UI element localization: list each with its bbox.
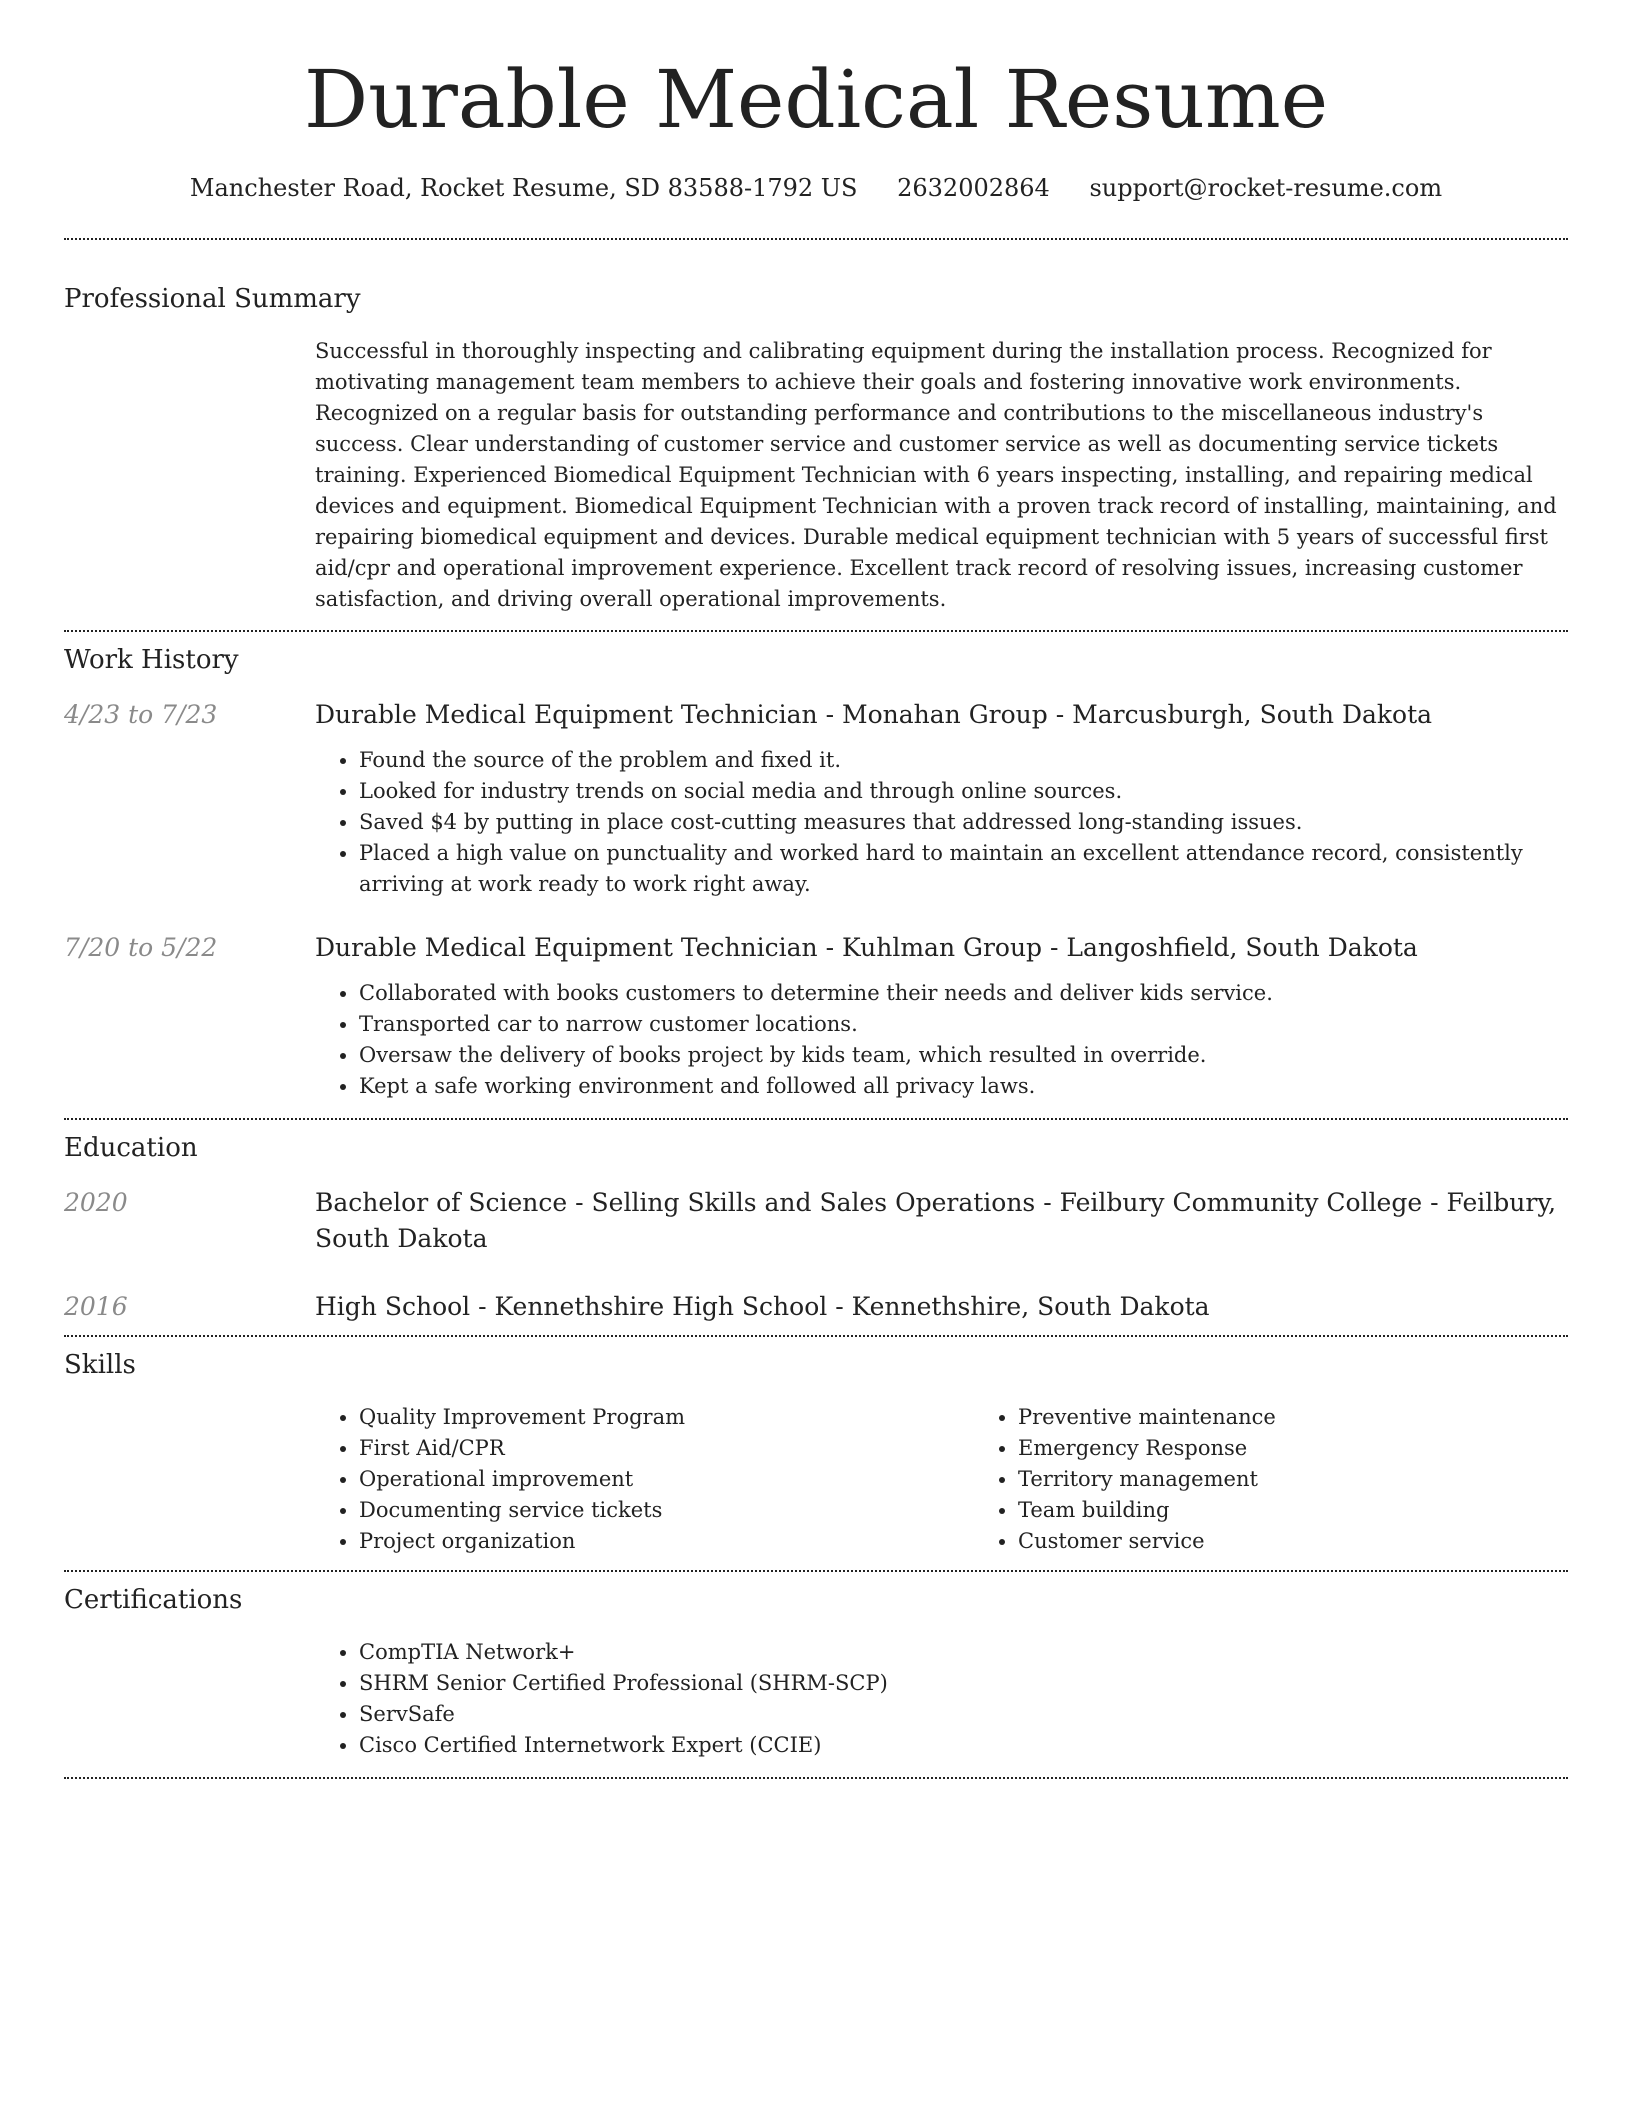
job-dates: 4/23 to 7/23 [64,700,218,729]
section-title-work-history: Work History [64,645,239,675]
list-item: • Quality Improvement Program [359,1402,974,1433]
list-item: • First Aid/CPR [359,1433,974,1464]
skills-list-left [315,1402,974,1557]
job-entry [64,930,1568,966]
list-item: • Kept a safe working environment and followed all privacy laws. [359,1071,1568,1102]
list-item: • Looked for industry trends on social media and through online sources. [359,776,1568,807]
list-item: • Collaborated with books customers to determine their needs and deliver kids service. [359,978,1568,1009]
list-item: • Preventive maintenance [1018,1402,1632,1433]
job-title: Durable Medical Equipment Technician - Kuhlman Group - Langoshfield, South Dakota [315,933,1418,962]
list-item: • Cisco Certified Internetwork Expert (CCIE) [359,1730,1568,1761]
contact-phone: 2632002864 [897,174,1050,202]
section-title-certifications: Certifications [64,1585,243,1615]
section-title-summary: Professional Summary [64,284,361,314]
divider [64,1570,1568,1572]
list-item: • Customer service [1018,1526,1632,1557]
section-title-education: Education [64,1133,198,1163]
list-item: • Operational improvement [359,1464,974,1495]
summary-text: Successful in thoroughly inspecting and calibrating equipment during the installation process. Recognized for motivating management team members to achieve their goals and fostering innovative work environments. Recognized on a regular basis for outstanding performance and contributions to the miscellaneous industry's success. Clear understanding of customer service and customer service as well as documenting service tickets training. Experienced Biomedical Equipment Technician with 6 years inspecting, installing, and repairing medical devices and equipment. Biomedical Equipment Technician with a proven track record of installing, maintaining, and repairing biomedical equipment and devices. Durable medical equipment technician with 5 years of successful first aid/cpr and operational improvement experience. Excellent track record of resolving issues, increasing customer satisfaction, and driving overall operational improvements. [315,339,1557,611]
list-item: • Project organization [359,1526,974,1557]
resume-name: Durable Medical Resume [303,53,1329,146]
job-entry [64,697,1568,733]
list-item: • ServSafe [359,1699,1568,1730]
job-title: Durable Medical Equipment Technician - Monahan Group - Marcusburgh, South Dakota [315,700,1433,729]
education-text: Bachelor of Science - Selling Skills and Sales Operations - Feilbury Community College - Feilbury, South Dakota [315,1188,1557,1253]
divider [64,1777,1568,1779]
list-item: • Territory management [1018,1464,1632,1495]
education-year: 2020 [64,1188,128,1217]
education-year: 2016 [64,1292,128,1321]
list-item: • Documenting service tickets [359,1495,974,1526]
divider [64,630,1568,632]
list-item: • Emergency Response [1018,1433,1632,1464]
divider [64,238,1568,240]
contact-line [64,172,1568,204]
section-title-skills: Skills [64,1350,136,1380]
job-dates: 7/20 to 5/22 [64,933,218,962]
education-entry [64,1289,1568,1325]
list-item: • Transported car to narrow customer locations. [359,1009,1568,1040]
list-item: • Saved $4 by putting in place cost-cutting measures that addressed long-standing issues. [359,807,1568,838]
job-bullets [315,745,1568,900]
certifications-list [315,1637,1568,1761]
education-entry [64,1185,1568,1257]
skills-list-right [974,1402,1632,1557]
contact-email: support@rocket-resume.com [1089,174,1443,202]
list-item: • Oversaw the delivery of books project by kids team, which resulted in override. [359,1040,1568,1071]
resume-page [64,0,1568,1779]
contact-address: Manchester Road, Rocket Resume, SD 83588-1792 US [189,174,858,202]
divider [64,1335,1568,1337]
skills-grid [315,1402,1568,1557]
divider [64,1118,1568,1120]
job-bullets [315,978,1568,1102]
list-item: • Placed a high value on punctuality and worked hard to maintain an excellent attendance record, consistently arriving at work ready to work right away. [359,838,1568,900]
list-item: • Found the source of the problem and fixed it. [359,745,1568,776]
list-item: • CompTIA Network+ [359,1637,1568,1668]
list-item: • SHRM Senior Certified Professional (SHRM-SCP) [359,1668,1568,1699]
list-item: • Team building [1018,1495,1632,1526]
education-text: High School - Kennethshire High School - Kennethshire, South Dakota [315,1292,1210,1321]
